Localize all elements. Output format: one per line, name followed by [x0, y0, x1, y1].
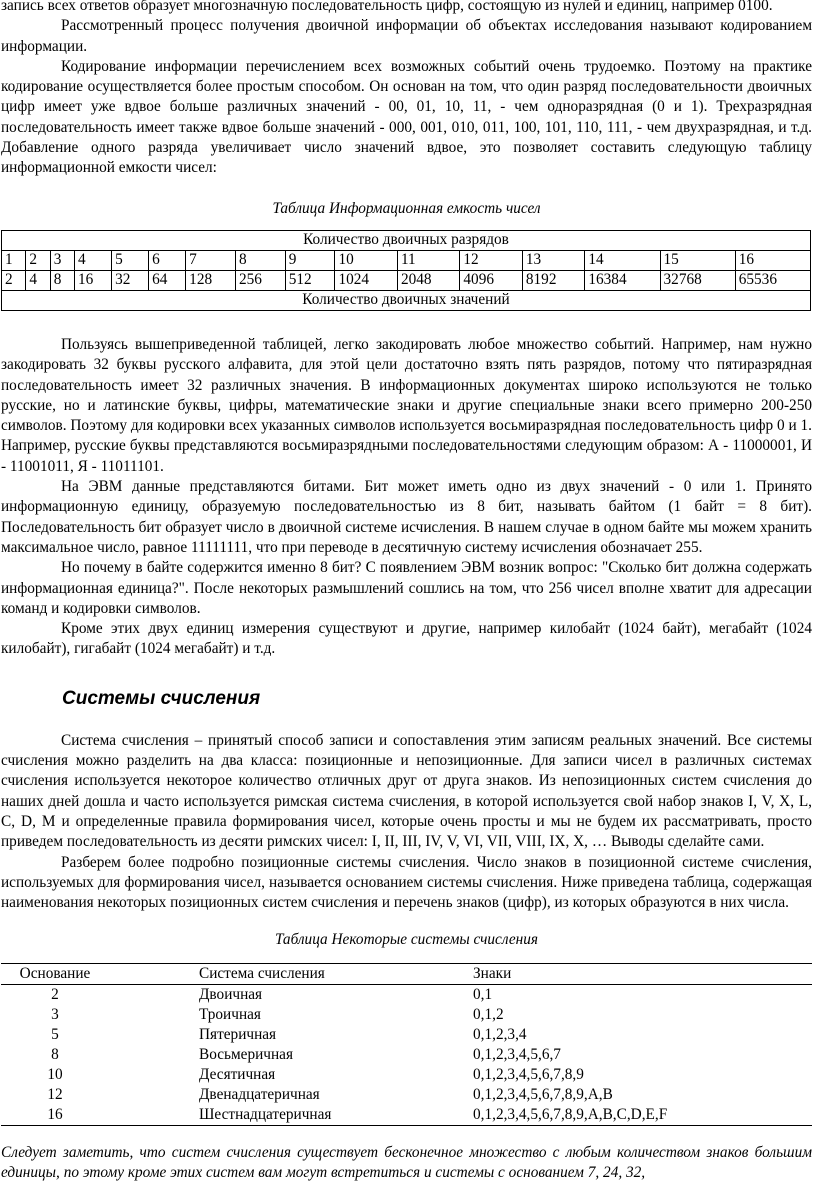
table-cell: 16: [75, 270, 112, 290]
table-cell: 6: [149, 250, 186, 270]
base-cell: 2: [51, 986, 59, 1004]
table-cell: 1: [2, 250, 26, 270]
table-cell: 4096: [460, 270, 522, 290]
number-systems-table: [1, 963, 812, 1126]
digits-cell: 0,1,2: [473, 1006, 504, 1024]
table-row: [1, 1085, 812, 1105]
table-cell: 2048: [397, 270, 459, 290]
table-cell: 8: [50, 270, 74, 290]
table-cell: 9: [285, 250, 335, 270]
table-cell: 32: [112, 270, 149, 290]
digits-row: [2, 250, 811, 270]
paragraph: Кроме этих двух единиц измерения существуют и другие, например килобайт (1024 байт), мегабайт (1024 килобайт), гигабайт (1024 мегабайт) и т.д.: [1, 620, 812, 658]
column-header: Знаки: [473, 963, 812, 984]
paragraph: запись всех ответов образует многозначную последовательность цифр, состоящую из нулей и единиц, например 0100.: [1, 0, 773, 14]
paragraph: Кодирование информации перечислением всех возможных событий очень трудоемко. Поэтому на практике кодирование осуществляется более простым способом. Он основан на том, что один разряд последовательности двоичных цифр имеет уже вдвое больше различных значений - 00, 01, 10, 11, - чем одноразрядная (0 и 1). Трехразрядная последовательность имеет также вдвое больше значений - 000, 001, 010, 011, 100, 101, 110, 111, - чем двухразрядная, и т.д. Добавление одного разряда увеличивает число значений вдвое, это позволяет составить следующую таблицу информационной емкости чисел:: [1, 57, 812, 177]
column-header: Основание: [1, 963, 109, 984]
table-cell: 4: [75, 250, 112, 270]
table-cell: 10: [335, 250, 397, 270]
table-header: Количество двоичных разрядов: [2, 230, 811, 250]
base-cell: 3: [51, 1006, 59, 1024]
closing-note: Следует заметить, что систем счисления существует бесконечное множество с любым количеством знаков большим единицы, по этому кроме этих систем вам могут встретиться и системы с основанием 7, 24, 32,: [1, 1143, 812, 1181]
table-row: [1, 1105, 812, 1126]
table-caption: Таблица Некоторые системы счисления: [274, 931, 539, 949]
table-cell: 7: [186, 250, 236, 270]
values-row: [2, 270, 811, 290]
base-cell: 8: [51, 1046, 59, 1064]
table-cell: 13: [522, 250, 584, 270]
system-name-cell: Восьмеричная: [199, 1046, 294, 1064]
base-cell: 12: [47, 1086, 63, 1104]
table-cell: 128: [186, 270, 236, 290]
digits-cell: 0,1,2,3,4,5,6,7,8,9,A,B,C,D,E,F: [473, 1105, 812, 1126]
paragraph: Система счисления – принятый способ записи и сопоставления этим записям реальных значений. Все системы счисления можно разделить на два класса: позиционные и непозиционные. Для записи чисел в различных системах счисления используется некоторое количество отличных друг от друга знаков. Из непозиционных систем счисления до наших дней дошла и часто используется римская система счисления, в которой используется свой набор знаков I, V, X, L, C, D, M и определенные правила формирования чисел, которые очень просты и мы не будем их рассматривать, просто приведем последовательность из десяти римских чисел: I, II, III, IV, V, VI, VII, VIII, IX, X, … Выводы сделайте сами.: [1, 731, 812, 851]
table-cell: 2: [26, 250, 50, 270]
table-row: [1, 1065, 812, 1085]
base-cell: 16: [1, 1105, 109, 1126]
system-name-cell: Двенадцатеричная: [199, 1086, 320, 1104]
table-cell: 15: [660, 250, 735, 270]
table-row: [1, 984, 812, 1005]
table-cell: 8192: [522, 270, 584, 290]
digits-cell: 0,1,2,3,4: [473, 1026, 527, 1044]
section-title: Системы счисления: [62, 687, 261, 709]
base-cell: 10: [47, 1066, 63, 1084]
table-cell: 32768: [660, 270, 735, 290]
system-name-cell: Двоичная: [199, 986, 263, 1004]
table-cell: 16384: [585, 270, 660, 290]
digits-cell: 0,1,2,3,4,5,6,7,8,9,A,B: [473, 1086, 613, 1104]
paragraph: Но почему в байте содержится именно 8 бит? С появлением ЭВМ возник вопрос: "Сколько бит должна содержать информационная единица?". После некоторых размышлений сошлись на том, что 256 чисел вполне хватит для адресации команд и кодировки символов.: [1, 559, 812, 617]
table-row: [1, 1025, 812, 1045]
system-name-cell: Пятеричная: [199, 1026, 277, 1044]
digits-cell: 0,1,2,3,4,5,6,7: [473, 1046, 561, 1064]
table-cell: 64: [149, 270, 186, 290]
paragraph: Разберем более подробно позиционные системы счисления. Число знаков в позиционной системе счисления, используемых для формирования чисел, называется основанием системы счисления. Ниже приведена таблица, содержащая наименования некоторых позиционных систем счисления и перечень знаков (цифр), из которых образуются в них числа.: [1, 853, 812, 912]
paragraph: Рассмотренный процесс получения двоичной информации об объектах исследования называют кодированием информации.: [1, 17, 812, 55]
table-cell: 3: [50, 250, 74, 270]
table-footer: Количество двоичных значений: [2, 290, 811, 310]
table-cell: 2: [2, 270, 26, 290]
table-cell: 12: [460, 250, 522, 270]
base-cell: 5: [51, 1026, 59, 1044]
table-cell: 5: [112, 250, 149, 270]
table-caption: Таблица Информационная емкость чисел: [272, 199, 541, 217]
table-cell: 8: [235, 250, 285, 270]
table-cell: 256: [235, 270, 285, 290]
table-cell: 65536: [735, 270, 810, 290]
table-cell: 4: [26, 270, 50, 290]
table-row: [1, 1005, 812, 1025]
system-name-cell: Троичная: [199, 1006, 261, 1024]
digits-cell: 0,1: [473, 986, 493, 1004]
table-cell: 14: [585, 250, 660, 270]
capacity-table: [1, 230, 811, 311]
table-cell: 1024: [335, 270, 397, 290]
table-cell: 16: [735, 250, 810, 270]
paragraph: Пользуясь вышеприведенной таблицей, легко закодировать любое множество событий. Например, нам нужно закодировать 32 буквы русского алфавита, для этой цели достаточно взять пять разрядов, потому что пятиразрядная последовательность имеет 32 различных значения. В информационных документах широко используются не только русские, но и латинские буквы, цифры, математические знаки и другие специальные знаки всего примерно 200-250 символов. Поэтому для кодировки всех указанных символов используется восьмиразрядная последовательность цифр 0 и 1. Например, русские буквы представляются восьмиразрядными последовательностями следующим образом: А - 11000001, И - 11001011, Я - 11011101.: [1, 335, 812, 475]
system-name-cell: Десятичная: [199, 1066, 276, 1084]
table-cell: 512: [285, 270, 335, 290]
table-cell: 11: [397, 250, 459, 270]
column-header: Система счисления: [109, 963, 473, 984]
system-name-cell: Шестнадцатеричная: [109, 1105, 473, 1126]
digits-cell: 0,1,2,3,4,5,6,7,8,9: [473, 1066, 584, 1084]
table-row: [1, 1045, 812, 1065]
paragraph: На ЭВМ данные представляются битами. Бит может иметь одно из двух значений - 0 или 1. Принято информационную единицу, образуемую последовательностью из 8 бит, называть байтом (1 байт = 8 бит). Последовательность бит образует число в двоичной системе исчисления. В нашем случае в одном байте мы можем хранить максимальное число, равное 11111111, что при переводе в десятичную систему исчисления обозначает 255.: [1, 478, 812, 556]
